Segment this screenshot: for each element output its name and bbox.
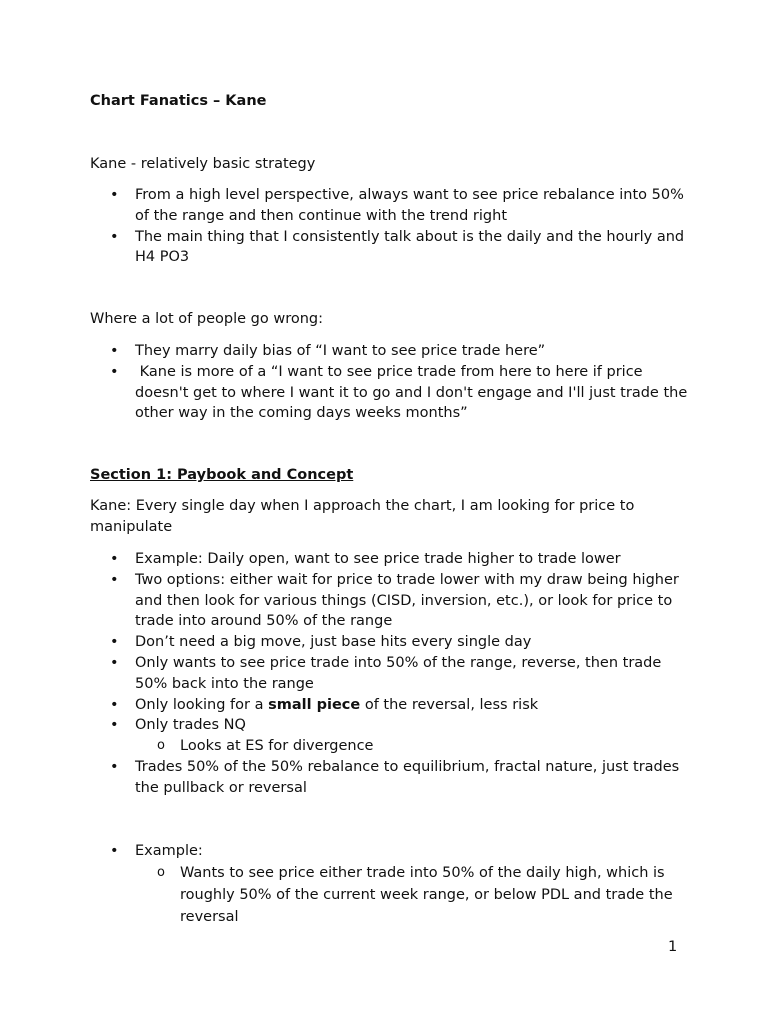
bullet-icon: •: [110, 228, 119, 245]
document-title: Chart Fanatics – Kane: [90, 93, 267, 109]
bullet-icon: •: [110, 717, 119, 734]
bullet-icon: •: [110, 843, 119, 859]
bullet-icon: •: [110, 571, 119, 588]
list-item: • Two options: either wait for price to trade lower with my draw being higher and then look for various things (CISD, inversion, etc.), or look for price to trade into around 50% of the range: [110, 571, 679, 630]
section-intro: Kane: Every single day when I approach the chart, I am looking for price to manipulate: [90, 498, 635, 535]
bullet-icon: •: [110, 343, 119, 359]
list-item: • From a high level perspective, always want to see price rebalance into 50% of the range and then continue with the trend right: [110, 187, 684, 224]
list-item: • Only looking for a small piece of the reversal, less risk: [90, 695, 690, 716]
bullet-icon: •: [110, 758, 119, 775]
sub-list-item: o Wants to see price either trade into 50% of the daily high, which is roughly 50% of the current week range, or below PDL and trade the reversal: [135, 862, 690, 928]
bullet-icon: •: [110, 654, 119, 671]
list-item: • Only trades NQ o Looks at ES for divergence: [90, 715, 690, 757]
sub-bullet-icon: o: [157, 738, 165, 754]
list-item: • Example: o Wants to see price either trade into 50% of the daily high, which is roughly 50% of the current week range, or below PDL and trade the reversal: [90, 841, 690, 928]
section-bullet-list: [90, 549, 690, 799]
bullet-icon: •: [110, 551, 119, 567]
list-item: • The main thing that I consistently talk about is the daily and the hourly and H4 PO3: [110, 228, 685, 266]
sub-bullet-icon: o: [157, 864, 165, 880]
list-item: • Only wants to see price trade into 50% of the range, reverse, then trade 50% back into the range: [110, 654, 662, 692]
list-item: • They marry daily bias of “I want to see price trade here”: [90, 341, 690, 362]
list-item: • Don’t need a big move, just base hits every single day: [90, 632, 690, 653]
wrong-heading: Where a lot of people go wrong:: [90, 311, 323, 327]
intro-bullet-list: [90, 185, 690, 268]
section-heading: Section 1: Paybook and Concept: [90, 467, 354, 483]
bullet-icon: •: [110, 187, 119, 203]
bullet-icon: •: [110, 363, 119, 380]
bullet-icon: •: [110, 696, 119, 713]
emphasis-text: small piece: [268, 696, 361, 713]
sub-list-item: o Looks at ES for divergence: [135, 736, 690, 757]
wrong-bullet-list: [90, 341, 690, 424]
list-item: • Kane is more of a “I want to see price trade from here to here if price doesn't get to where I want it to go and I don't engage and I'll just trade the other way in the coming days weeks months”: [110, 363, 692, 422]
list-item: • Example: Daily open, want to see price trade higher to trade lower: [90, 549, 690, 570]
list-item: • Trades 50% of the 50% rebalance to equilibrium, fractal nature, just trades the pullback or reversal: [110, 758, 680, 796]
bullet-icon: •: [110, 634, 119, 651]
page-number: 1: [668, 939, 678, 955]
intro-paragraph: Kane - relatively basic strategy: [90, 156, 316, 172]
example-bullet-list: [90, 841, 690, 928]
